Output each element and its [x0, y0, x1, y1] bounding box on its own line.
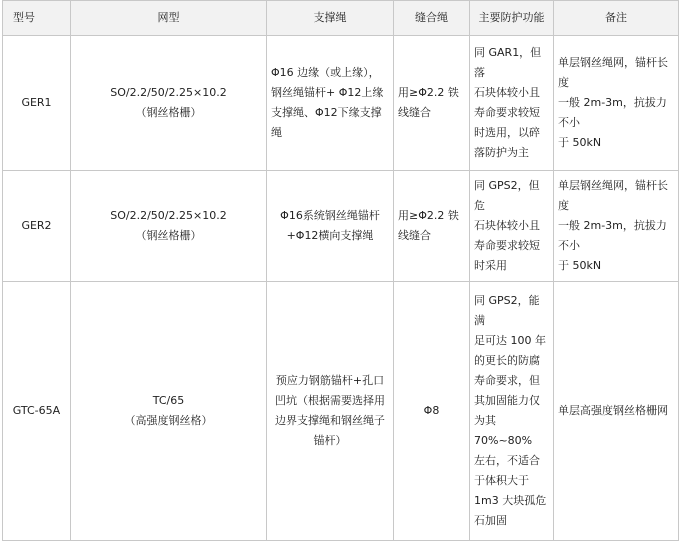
cell-line: 预应力钢筋锚杆+孔口 [275, 374, 385, 387]
cell-line: 寿命要求较短 [474, 239, 540, 252]
cell-support [267, 282, 394, 541]
cell-line: 时采用 [474, 259, 507, 272]
table-row [3, 36, 679, 171]
cell-line: 绳 [271, 126, 282, 139]
cell-line: 左右，不适合 [474, 454, 540, 467]
cell-line: Φ8 [423, 404, 440, 417]
cell-line: SO/2.2/50/2.25×10.2 [110, 86, 227, 99]
cell-note [554, 36, 679, 171]
header-note: 备注 [554, 1, 679, 36]
cell-line: 单层高强度钢丝格栅网 [558, 404, 668, 417]
cell-line: 凹坑（根据需要选择用 [275, 394, 385, 407]
cell-line: 1m3 大块孤危 [474, 494, 547, 507]
cell-line: 同 GAR1，但落 [474, 46, 542, 79]
cell-seam [394, 171, 470, 282]
cell-note [554, 282, 679, 541]
cell-line: 寿命要求较短 [474, 106, 540, 119]
cell-line: 的更长的防腐 [474, 354, 540, 367]
cell-function [470, 36, 554, 171]
cell-line: 为其 70%~80% [474, 414, 533, 447]
cell-mesh [71, 282, 267, 541]
cell-line: 用≥Φ2.2 铁 [398, 86, 459, 99]
cell-line: 同 GPS2，能满 [474, 294, 540, 327]
table-row [3, 171, 679, 282]
cell-line: （钢丝格栅） [135, 106, 202, 119]
cell-support [267, 171, 394, 282]
cell-seam [394, 282, 470, 541]
cell-line: Φ16 边缘（或上缘）， [271, 66, 380, 79]
header-model: 型号 [3, 1, 71, 36]
cell-line: 一般 2m-3m，抗拔力不小 [558, 219, 667, 252]
cell-line: （高强度钢丝格） [124, 414, 213, 427]
header-row [3, 1, 679, 36]
cell-function [470, 282, 554, 541]
cell-line: 落防护为主 [474, 146, 529, 159]
table-row [3, 282, 679, 541]
header-support-rope: 支撑绳 [267, 1, 394, 36]
cell-line: 同 GPS2，但危 [474, 179, 540, 212]
cell-line: （钢丝格栅） [135, 229, 202, 242]
cell-seam [394, 36, 470, 171]
cell-line: 于 50kN [558, 259, 602, 272]
cell-line: 石加固 [474, 514, 507, 527]
header-function: 主要防护功能 [470, 1, 554, 36]
cell-mesh [71, 36, 267, 171]
cell-line: +Φ12横向支撑绳 [286, 229, 374, 242]
header-mesh: 网型 [71, 1, 267, 36]
cell-line: 用≥Φ2.2 铁 [398, 209, 459, 222]
cell-line: 于 50kN [558, 136, 602, 149]
cell-line: 单层钢丝绳网，锚杆长度 [558, 179, 668, 212]
cell-line: 其加固能力仅 [474, 394, 540, 407]
cell-mesh [71, 171, 267, 282]
cell-line: 时选用，以碎 [474, 126, 540, 139]
cell-line: 线缝合 [398, 106, 431, 119]
header-seam-rope: 缝合绳 [394, 1, 470, 36]
cell-line: 石块体较小且 [474, 219, 540, 232]
cell-line: 锚杆） [313, 434, 347, 447]
spec-table [2, 0, 679, 541]
cell-line: 寿命要求，但 [474, 374, 540, 387]
cell-model: GER2 [3, 171, 71, 282]
cell-model: GER1 [3, 36, 71, 171]
cell-line: 一般 2m-3m，抗拔力不小 [558, 96, 667, 129]
cell-line: 足可达 100 年 [474, 334, 546, 347]
cell-line: 钢丝绳锚杆+ Φ12上缘 [271, 86, 384, 99]
cell-line: 石块体较小且 [474, 86, 540, 99]
cell-line: 线缝合 [398, 229, 431, 242]
cell-model: GTC-65A [3, 282, 71, 541]
cell-function [470, 171, 554, 282]
cell-line: SO/2.2/50/2.25×10.2 [110, 209, 227, 222]
cell-line: 边界支撑绳和钢丝绳子 [275, 414, 385, 427]
cell-line: TC/65 [152, 394, 185, 407]
cell-line: 单层钢丝绳网，锚杆长度 [558, 56, 668, 89]
cell-line: 于体积大于 [474, 474, 529, 487]
cell-note [554, 171, 679, 282]
cell-line: Φ16系统钢丝绳锚杆 [280, 209, 380, 222]
cell-support [267, 36, 394, 171]
cell-line: 支撑绳、Φ12下缘支撑 [271, 106, 382, 119]
